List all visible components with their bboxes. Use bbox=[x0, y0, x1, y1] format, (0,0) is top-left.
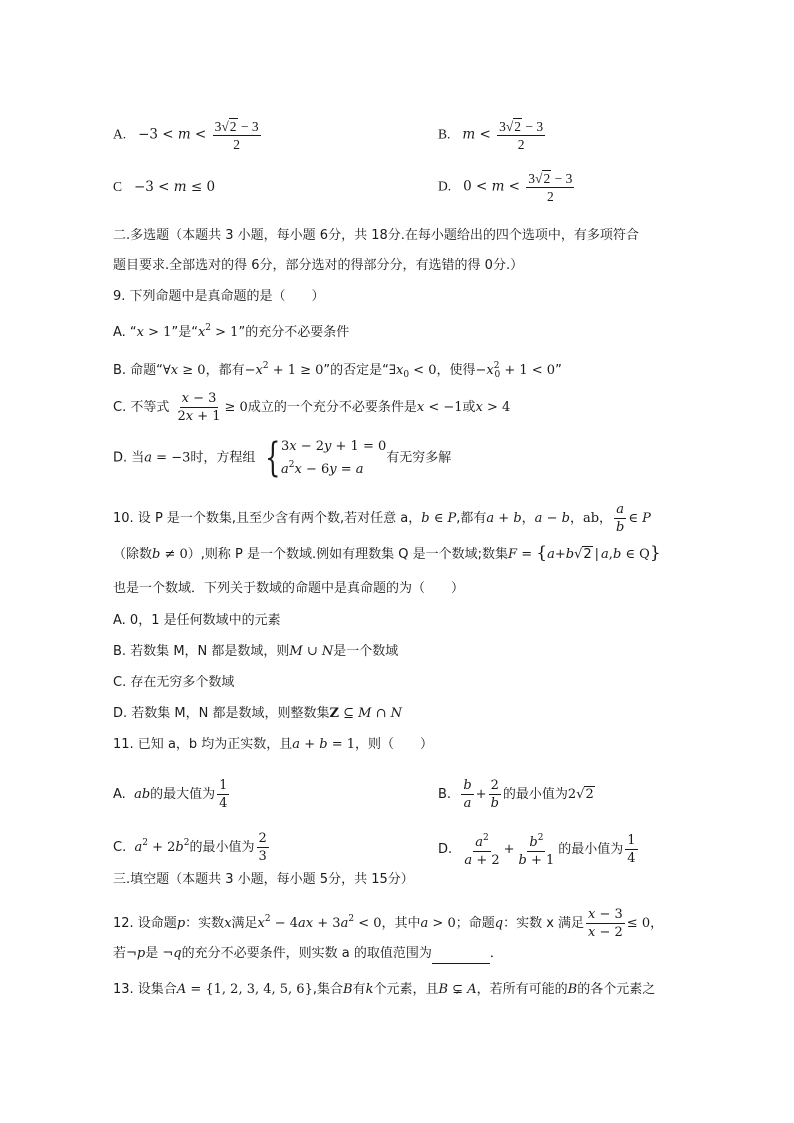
q9-option-d: D. 当a = −3时，方程组 { 3x − 2y + 1 = 0 $a^2x - 6y = a$ 有无穷多解 bbox=[113, 435, 452, 481]
q10-option-b: B. 若数集 M，N 都是数域，则M ∪ N是一个数域 bbox=[113, 644, 399, 659]
q10-b-post: 是一个数域 bbox=[333, 644, 399, 659]
q13-l1d: 个元素，且 bbox=[373, 982, 439, 997]
q12-l1f: ：实数 x 满足 bbox=[503, 916, 585, 931]
q9-d-end: 有无穷多解 bbox=[386, 450, 452, 466]
fraction: $\frac{3√2 - 3}{2}$ bbox=[499, 119, 544, 152]
q8-option-b: B. m < $\frac{3√2 - 3}{2}$ bbox=[438, 119, 544, 152]
q12-l1c: 满足 bbox=[231, 916, 258, 931]
q13-l1a: 13. 设集合 bbox=[113, 982, 177, 997]
q9-c-label: C. 不等式 bbox=[113, 400, 170, 415]
q9-b-mid2: ”的否定是“ bbox=[323, 363, 389, 378]
q11-option-c: C. $a^2 + 2b^2$的最小值为 $\frac{2}{3}$ bbox=[113, 831, 267, 864]
q9-a-end: ”的充分不必要条件 bbox=[238, 325, 350, 340]
answer-blank[interactable] bbox=[432, 949, 490, 964]
q11-option-d: D. $\frac{a^2}{a + 2}$ + $\frac{b^2}{b + 1}$ 的最小值为 $\frac{1}{4}$ bbox=[438, 830, 640, 869]
fraction: $\frac{b}{a}$ bbox=[463, 778, 472, 811]
q12-l2a: 若 bbox=[113, 946, 127, 961]
q9-b-label: B. 命题“ bbox=[113, 363, 163, 378]
q9-d-mid: 时，方程组 bbox=[190, 450, 256, 466]
q10-stem-line2: （除数b ≠ 0）,则称 P 是一个数域.例如有理数集 Q 是一个数域;数集F = {a+b√2 | a,b ∈ Q} bbox=[113, 543, 661, 563]
q10-d-pre: D. 若数集 M，N 都是数域，则整数集 bbox=[113, 706, 330, 721]
q9-stem: 9. 下列命题中是真命题的是（ ） bbox=[113, 289, 325, 304]
q8-option-c-label: C bbox=[113, 179, 123, 194]
q9-c-mid: 成立的一个充分不必要条件是 bbox=[247, 400, 417, 415]
q10-option-a: A. 0，1 是任何数域中的元素 bbox=[113, 613, 281, 628]
q12-l1g: ， bbox=[650, 916, 664, 931]
q12-l1a: 12. 设命题 bbox=[113, 916, 177, 931]
q9-c-or: 或 bbox=[462, 400, 476, 415]
q13-l1e: ，若所有可能的 bbox=[476, 982, 568, 997]
q12-l2b: 是 bbox=[145, 946, 159, 961]
q10-stem-line1: 10. 设 P 是一个数集,且至少含有两个数,若对任意 a，b ∈ P,都有a + b，a − b，ab， $\frac{a}{b}$ ∈ P bbox=[113, 502, 651, 535]
q10-stem-line3: 也是一个数域．下列关于数域的命题中是真命题的为（ ） bbox=[113, 581, 465, 596]
q11-b-label: B. bbox=[438, 787, 452, 802]
fraction: $\frac{x - 3}{2x + 1}$ bbox=[177, 391, 221, 424]
q11-stem: 11. 已知 a，b 均为正实数，且a + b = 1，则（ ） bbox=[113, 737, 434, 752]
q13-l1c: 有 bbox=[352, 982, 366, 997]
q12-line1: 12. 设命题p：实数x满足$x^2 - 4ax + 3a^2 < 0$，其中a > 0；命题q：实数 x 满足 $\frac{x - 3}{x - 2}$ ≤ 0， bbox=[113, 907, 664, 940]
fraction: $\frac{3√2 - 3}{2}$ bbox=[214, 119, 259, 152]
q10-stem1: 10. 设 P 是一个数集,且至少含有两个数,若对任意 a， bbox=[113, 511, 422, 526]
q9-d-label: D. 当 bbox=[113, 450, 145, 466]
q11-option-b: B. $\frac{b}{a}$ + $\frac{2}{b}$ 的最小值为2√2 bbox=[438, 778, 594, 811]
q9-a-label: A. “ bbox=[113, 325, 137, 340]
q12-l1b: ：实数 bbox=[185, 916, 225, 931]
q10-stem2a: （除数 bbox=[113, 547, 153, 562]
q10-b-pre: B. 若数集 M，N 都是数域，则 bbox=[113, 644, 290, 659]
fraction: $\frac{b^2}{b + 1}$ bbox=[517, 830, 557, 869]
q11-option-a: A. ab的最大值为 $\frac{1}{4}$ bbox=[113, 778, 228, 811]
q10-stem1b: ,都有 bbox=[456, 511, 487, 526]
q11-stem-post: ，则（ ） bbox=[355, 737, 434, 752]
q8-option-d: D. 0 < m < $\frac{3√2 - 3}{2}$ bbox=[438, 171, 573, 204]
q12-line2: 若¬p是 ¬q的充分不必要条件，则实数 a 的取值范围为 ． bbox=[113, 944, 503, 964]
q12-l2d: ． bbox=[489, 946, 503, 961]
q11-d-text: 的最小值为 bbox=[558, 842, 624, 857]
q11-d-label: D. bbox=[438, 842, 453, 857]
fraction: $\frac{a^2}{a + 2}$ bbox=[462, 830, 501, 869]
q9-b-mid1: ，都有 bbox=[205, 363, 245, 378]
section3-heading: 三.填空题（本题共 3 小题，每小题 5分，共 15分） bbox=[113, 872, 414, 887]
q11-a-label: A. bbox=[113, 787, 126, 802]
q11-a-text: 的最大值为 bbox=[150, 787, 216, 802]
q10-option-c: C. 存在无穷多个数域 bbox=[113, 675, 235, 690]
q8-option-d-label: D. bbox=[438, 178, 452, 194]
q9-b-end: ” bbox=[555, 363, 562, 378]
q9-option-b: B. 命题“∀x ≥ 0，都有$-x^2 + 1 \ge 0$”的否定是“$\exists x_0 < 0$，使得$-x^2_0 + 1 < 0$” bbox=[113, 361, 562, 380]
fraction: $\frac{2}{b}$ bbox=[490, 778, 499, 811]
section2-heading-line1: 二.多选题（本题共 3 小题，每小题 6分，共 18分.在每小题给出的四个选项中，有多项符合 bbox=[113, 228, 639, 243]
section2-heading-line2: 题目要求.全部选对的得 6分，部分选对的得部分分，有选错的得 0分.） bbox=[113, 258, 524, 273]
q9-b-mid3: ，使得 bbox=[436, 363, 476, 378]
fraction: $\frac{1}{4}$ bbox=[219, 778, 228, 811]
q12-l1d: ，其中 bbox=[381, 916, 421, 931]
fraction: $\frac{2}{3}$ bbox=[258, 831, 267, 864]
fraction: $\frac{a}{b}$ bbox=[616, 502, 625, 535]
q11-c-text: 的最小值为 bbox=[189, 840, 255, 855]
q9-a-mid: ”是“ bbox=[171, 325, 198, 340]
q8-option-a: A. −3 < m < $\frac{3√2 - 3}{2}$ bbox=[113, 119, 259, 152]
q8-option-a-label: A. bbox=[113, 126, 127, 142]
q13-line1: 13. 设集合A = {1, 2, 3, 4, 5, 6},集合B有k个元素，且B ⊊ A，若所有可能的B的各个元素之 bbox=[113, 982, 656, 997]
fraction: $\frac{3√2 - 3}{2}$ bbox=[528, 171, 573, 204]
fraction: $\frac{x - 3}{x - 2}$ bbox=[588, 907, 623, 940]
q12-l1e: ；命题 bbox=[455, 916, 495, 931]
q12-l2c: 的充分不必要条件，则实数 a 的取值范围为 bbox=[181, 946, 432, 961]
equation-system: { 3x − 2y + 1 = 0 $a^2x - 6y = a$ bbox=[264, 435, 387, 481]
q11-stem-pre: 11. 已知 a，b 均为正实数，且 bbox=[113, 737, 293, 752]
fraction: $\frac{1}{4}$ bbox=[627, 833, 636, 866]
q13-l1f: 的各个元素之 bbox=[577, 982, 656, 997]
q9-option-c: C. 不等式 $\frac{x - 3}{2x + 1}$ ≥ 0成立的一个充分不必要条件是x < −1或x > 4 bbox=[113, 391, 511, 424]
q8-option-c: C −3 < m ≤ 0 bbox=[113, 179, 216, 195]
q13-l1b: ,集合 bbox=[312, 982, 343, 997]
q11-b-text: 的最小值为 bbox=[502, 787, 568, 802]
q8-option-b-label: B. bbox=[438, 126, 451, 142]
q10-stem2b: ）,则称 P 是一个数域.例如有理数集 Q 是一个数域;数集 bbox=[187, 547, 509, 562]
q11-c-label: C. bbox=[113, 840, 127, 855]
q10-option-d: D. 若数集 M，N 都是数域，则整数集Z ⊆ M ∩ N bbox=[113, 706, 403, 721]
q9-option-a: A. “x > 1”是“$x^2 > 1$”的充分不必要条件 bbox=[113, 323, 350, 340]
